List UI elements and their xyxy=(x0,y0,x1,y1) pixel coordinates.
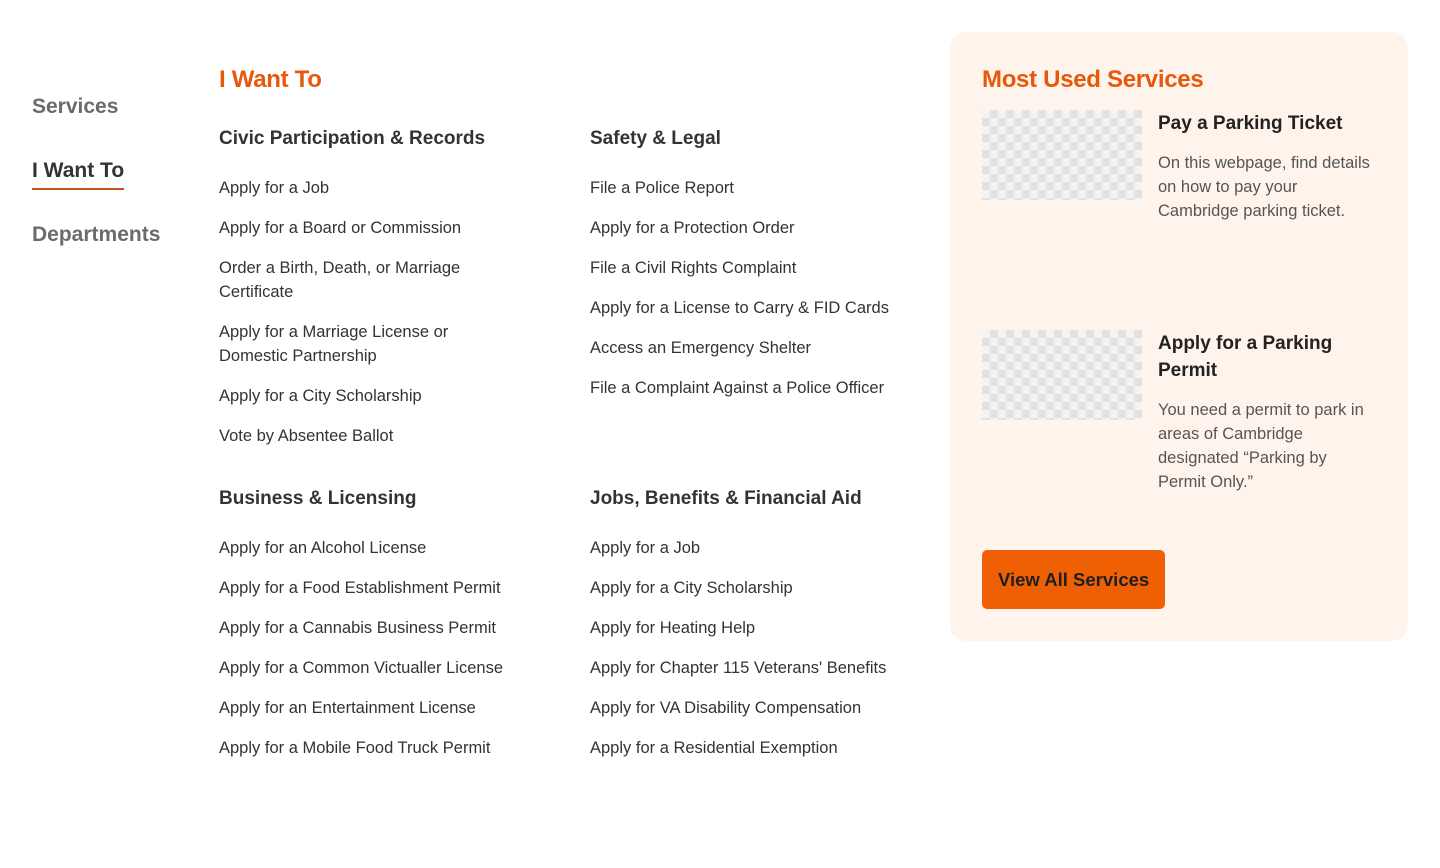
menu-link[interactable]: Apply for a Marriage License or Domestic Partnership xyxy=(219,323,449,365)
menu-link[interactable]: Apply for a Board or Commission xyxy=(219,219,462,237)
view-all-services-button[interactable]: View All Services xyxy=(982,550,1165,609)
menu-link[interactable]: Apply for a Cannabis Business Permit xyxy=(219,619,496,637)
menu-link[interactable]: Order a Birth, Death, or Marriage Certificate xyxy=(219,259,461,301)
group-title: Business & Licensing xyxy=(219,488,417,509)
menu-link[interactable]: Apply for a City Scholarship xyxy=(219,387,422,405)
link-group-civic xyxy=(219,98,590,464)
service-image-placeholder xyxy=(982,330,1142,420)
menu-link[interactable]: Apply for an Alcohol License xyxy=(219,539,427,557)
menu-link[interactable]: File a Complaint Against a Police Officer xyxy=(590,379,885,397)
menu-link[interactable]: File a Civil Rights Complaint xyxy=(590,259,797,277)
link-group-business xyxy=(219,464,590,776)
link-group-jobs-benefits xyxy=(590,464,919,776)
link-group-safety xyxy=(590,98,919,464)
group-title: Jobs, Benefits & Financial Aid xyxy=(590,488,862,509)
menu-link[interactable]: Apply for a Job xyxy=(219,179,330,197)
menu-link[interactable]: Apply for a Job xyxy=(590,539,701,557)
side-nav xyxy=(32,92,202,284)
service-card-parking-ticket[interactable] xyxy=(982,110,1382,223)
menu-link[interactable]: Apply for a Residential Exemption xyxy=(590,739,838,757)
panel-heading: Most Used Services xyxy=(982,66,1204,93)
service-title[interactable]: Apply for a Parking Permit xyxy=(1158,333,1333,381)
side-nav-item-i-want-to[interactable]: I Want To xyxy=(32,156,124,190)
menu-link[interactable]: Apply for Chapter 115 Veterans' Benefits xyxy=(590,659,887,677)
group-title: Civic Participation & Records xyxy=(219,128,486,149)
menu-link[interactable]: Apply for a City Scholarship xyxy=(590,579,793,597)
section-heading: I Want To xyxy=(219,66,322,93)
menu-link[interactable]: Apply for Heating Help xyxy=(590,619,756,637)
menu-link[interactable]: File a Police Report xyxy=(590,179,734,197)
menu-link[interactable]: Apply for a Food Establishment Permit xyxy=(219,579,501,597)
menu-link[interactable]: Apply for an Entertainment License xyxy=(219,699,476,717)
i-want-to-section xyxy=(219,62,919,776)
side-nav-item-departments[interactable]: Departments xyxy=(32,223,161,246)
service-card-parking-permit[interactable] xyxy=(982,330,1382,494)
most-used-services-panel xyxy=(950,32,1408,641)
group-title: Safety & Legal xyxy=(590,128,721,149)
menu-link[interactable]: Apply for a Common Victualler License xyxy=(219,659,503,677)
menu-link[interactable]: Vote by Absentee Ballot xyxy=(219,427,394,445)
service-description: You need a permit to park in areas of Cambridge designated “Parking by Permit Only.” xyxy=(1158,401,1364,491)
service-description: On this webpage, find details on how to pay your Cambridge parking ticket. xyxy=(1158,154,1370,220)
menu-link[interactable]: Apply for a Mobile Food Truck Permit xyxy=(219,739,491,757)
menu-link[interactable]: Apply for a License to Carry & FID Cards xyxy=(590,299,889,317)
side-nav-item-services[interactable]: Services xyxy=(32,95,119,118)
menu-link[interactable]: Apply for a Protection Order xyxy=(590,219,795,237)
service-image-placeholder xyxy=(982,110,1142,200)
menu-link[interactable]: Apply for VA Disability Compensation xyxy=(590,699,862,717)
menu-link[interactable]: Access an Emergency Shelter xyxy=(590,339,812,357)
service-title[interactable]: Pay a Parking Ticket xyxy=(1158,113,1343,134)
